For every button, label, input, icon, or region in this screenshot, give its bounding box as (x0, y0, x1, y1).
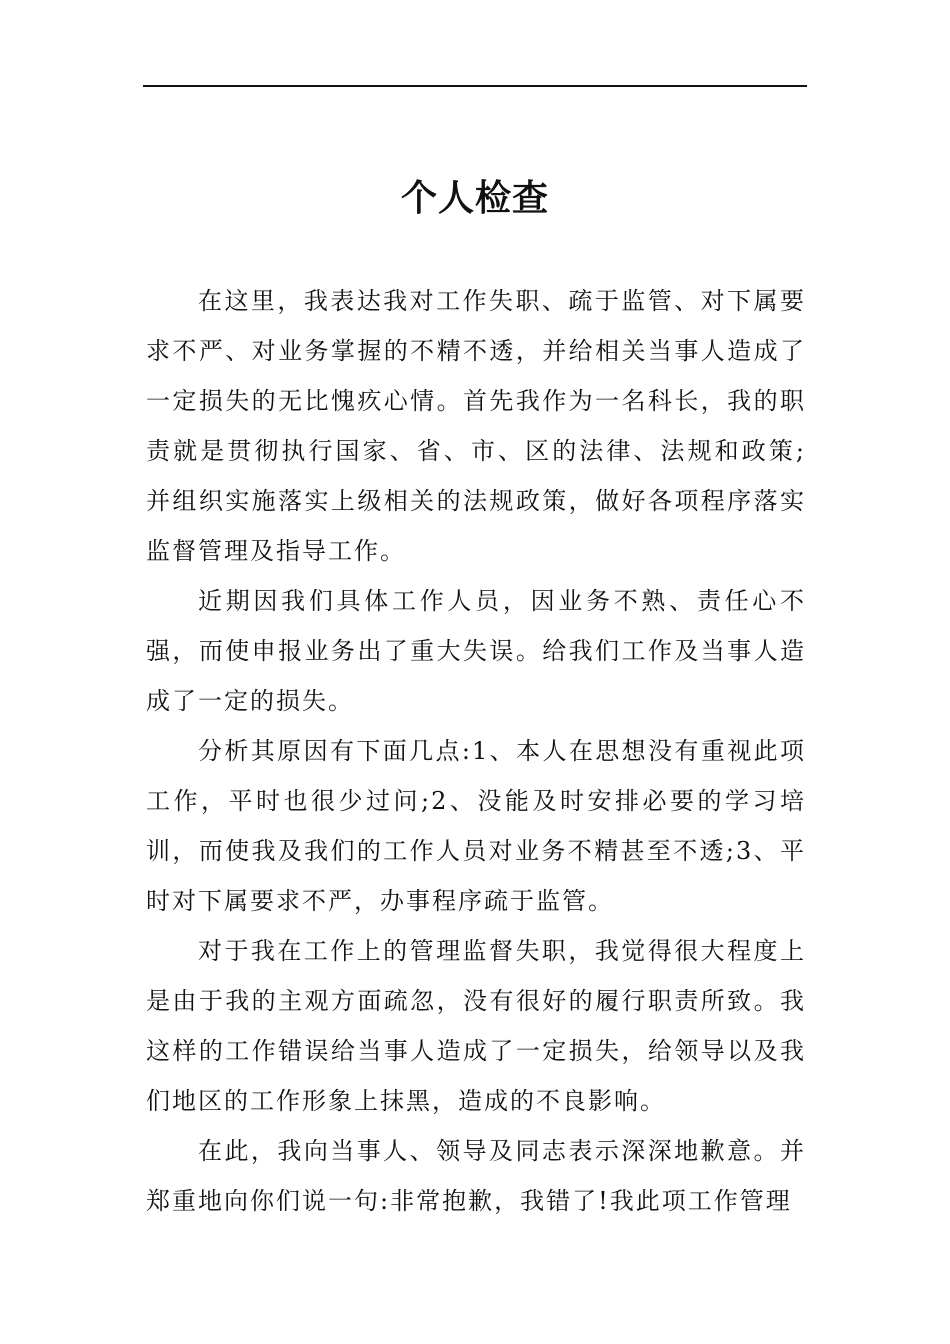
header-rule (143, 85, 807, 87)
document-title: 个人检查 (400, 177, 549, 219)
paragraph-1: 在这里，我表达我对工作失职、疏于监管、对下属要求不严、对业务掌握的不精不透，并给相关当事人造成了一定损失的无比愧疚心情。首先我作为一名科长，我的职责就是贯彻执行国家、省、市、区的法律、法规和政策;并组织实施落实上级相关的法规政策，做好各项程序落实监督管理及指导工作。 (146, 287, 806, 565)
paragraph-4: 对于我在工作上的管理监督失职，我觉得很大程度上是由于我的主观方面疏忽，没有很好的履行职责所致。我这样的工作错误给当事人造成了一定损失，给领导以及我们地区的工作形象上抹黑，造成的不良影响。 (146, 937, 806, 1115)
paragraph-5: 在此，我向当事人、领导及同志表示深深地歉意。并郑重地向你们说一句:非常抱歉，我错了!我此项工作管理 (146, 1137, 806, 1215)
paragraph-3: 分析其原因有下面几点:1、本人在思想没有重视此项工作，平时也很少过问;2、没能及时安排必要的学习培训，而使我及我们的工作人员对业务不精甚至不透;3、平时对下属要求不严，办事程序疏于监管。 (146, 737, 806, 915)
paragraph-2: 近期因我们具体工作人员，因业务不熟、责任心不强，而使申报业务出了重大失误。给我们工作及当事人造成了一定的损失。 (146, 587, 806, 715)
document-body (146, 276, 806, 1226)
